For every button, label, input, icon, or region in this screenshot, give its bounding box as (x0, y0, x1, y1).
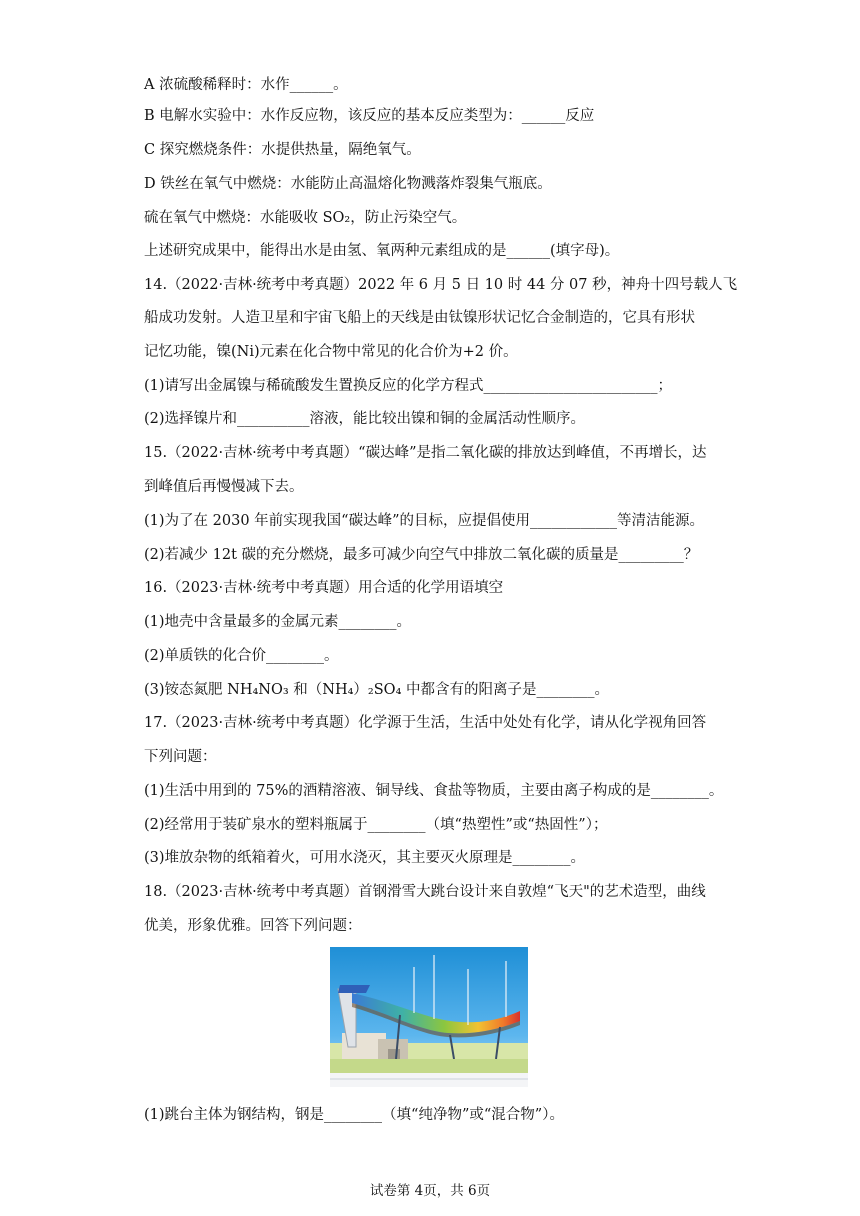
photo-reflection (330, 1073, 528, 1087)
text-line: D 铁丝在氧气中燃烧：水能防止高温熔化物溅落炸裂集气瓶底。 (144, 176, 552, 192)
text-line: (1)地壳中含量最多的金属元素________。 (144, 614, 412, 630)
photo-reflection-strip (330, 1073, 528, 1087)
text-line: 船成功发射。人造卫星和宇宙飞船上的天线是由钛镍形状记忆合金制造的，它具有形状 (144, 310, 695, 326)
text-line: (1)生活中用到的 75%的酒精溶液、铜导线、食盐等物质，主要由离子构成的是________。 (144, 783, 724, 799)
text-line: 到峰值后再慢慢减下去。 (144, 479, 304, 495)
ski-jump-illustration (330, 947, 528, 1073)
ski-jump-photo (330, 947, 528, 1073)
text-line: (1)请写出金属镍与稀硫酸发生置换反应的化学方程式________________________； (144, 378, 673, 394)
text-line: (2)单质铁的化合价________。 (144, 648, 339, 664)
question-16: 16.（2023·吉林·统考中考真题）用合适的化学用语填空 (144, 580, 504, 596)
text-line: (2)经常用于装矿泉水的塑料瓶属于________（填“热塑性”或“热固性”）； (144, 817, 608, 833)
text-line: 硫在氧气中燃烧：水能吸收 SO₂，防止污染空气。 (144, 210, 467, 226)
question-17: 17.（2023·吉林·统考中考真题）化学源于生活，生活中处处有化学，请从化学视角回答 (144, 715, 707, 731)
text-line: (3)铵态氮肥 NH₄NO₃ 和（NH₄）₂SO₄ 中都含有的阳离子是________。 (144, 682, 609, 698)
text-line: (1)为了在 2030 年前实现我国“碳达峰”的目标，应提倡使用____________等清洁能源。 (144, 513, 704, 529)
question-18: 18.（2023·吉林·统考中考真题）首钢滑雪大跳台设计来自敦煌“飞天"的艺术造型，曲线 (144, 884, 706, 900)
question-14: 14.（2022·吉林·统考中考真题）2022 年 6 月 5 日 10 时 44 分 07 秒，神舟十四号载人飞 (144, 277, 738, 293)
text-line: 下列问题： (144, 749, 217, 765)
text-line: A 浓硫酸稀释时：水作______。 (144, 77, 348, 93)
text-line: (3)堆放杂物的纸箱着火，可用水浇灭，其主要灭火原理是________。 (144, 850, 586, 866)
text-line: 上述研究成果中，能得出水是由氢、氧两种元素组成的是______(填字母)。 (144, 243, 620, 259)
text-line: 优美，形象优雅。回答下列问题： (144, 918, 362, 934)
text-line: (2)若减少 12t 碳的充分燃烧，最多可减少向空气中排放二氧化碳的质量是_________？ (144, 547, 699, 563)
text-line: (2)选择镍片和__________溶液，能比较出镍和铜的金属活动性顺序。 (144, 411, 586, 427)
question-15: 15.（2022·吉林·统考中考真题）“碳达峰”是指二氧化碳的排放达到峰值，不再增长，达 (144, 445, 707, 461)
text-line: (1)跳台主体为钢结构，钢是________（填“纯净物”或“混合物”）。 (144, 1107, 564, 1123)
text-line: B 电解水实验中：水作反应物，该反应的基本反应类型为：______反应 (144, 108, 595, 124)
page-footer: 试卷第 4页，共 6页 (369, 1183, 491, 1199)
text-line: C 探究燃烧条件：水提供热量，隔绝氧气。 (144, 142, 421, 158)
text-line: 记忆功能，镍(Ni)元素在化合物中常见的化合价为+2 价。 (144, 344, 518, 360)
